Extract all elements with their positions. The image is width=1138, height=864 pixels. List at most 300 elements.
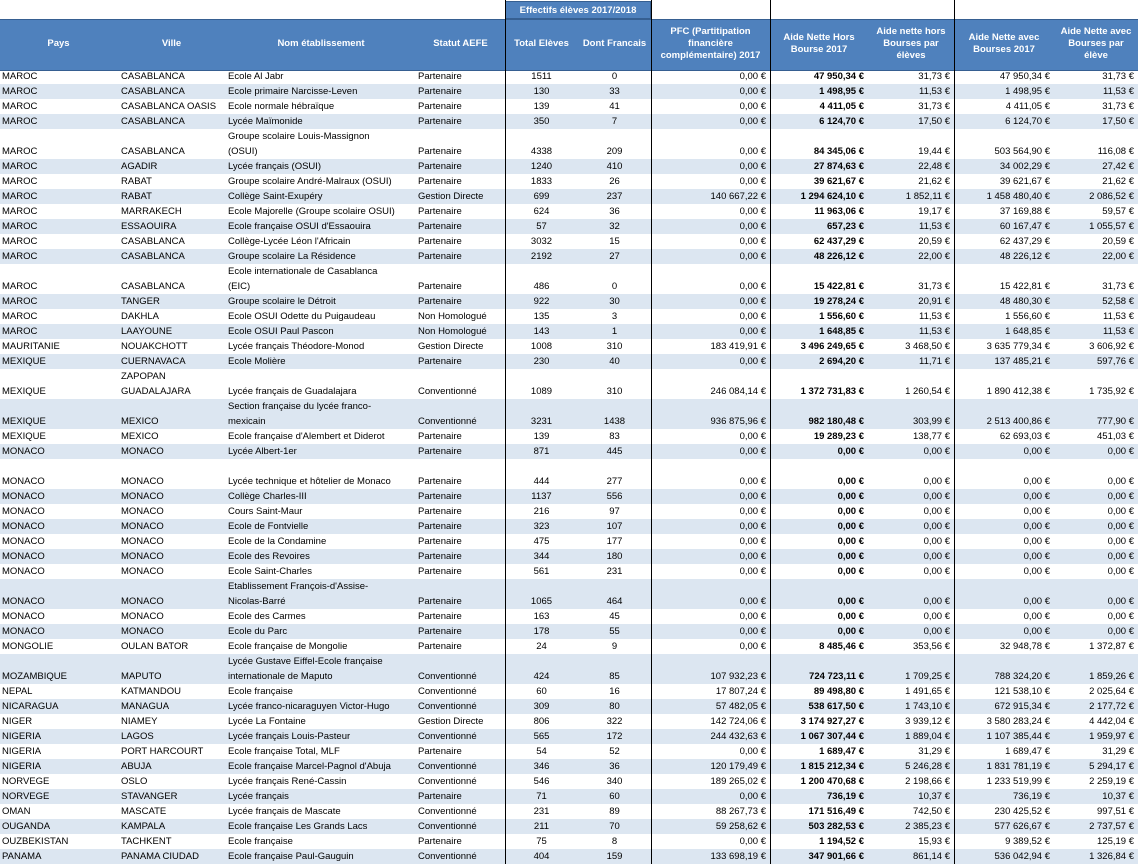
cell-ab: 0,00 € (1023, 536, 1050, 547)
cell-pfc: 0,00 € (739, 356, 766, 367)
cell-total: 230 (533, 356, 550, 367)
cell-francais: 180 (606, 551, 623, 562)
cell-hb: 6 124,70 € (819, 116, 864, 127)
cell-total: 624 (533, 206, 550, 217)
cell-statut: Conventionné (418, 806, 477, 817)
cell-ab: 2 513 400,86 € (986, 416, 1050, 427)
cell-pfc: 0,00 € (739, 221, 766, 232)
cell-nom: Lycée Maïmonide (228, 116, 303, 127)
cell-abe: 2 177,72 € (1089, 701, 1134, 712)
cell-hb: 1 498,95 € (819, 86, 864, 97)
cell-pays: MONGOLIE (2, 641, 54, 652)
cell-abe: 1 326,84 € (1089, 851, 1134, 862)
cell-hbe: 19,44 € (918, 146, 950, 157)
cell-total: 1137 (531, 491, 552, 502)
column-divider (770, 0, 771, 864)
cell-hb: 736,19 € (827, 791, 864, 802)
cell-francais: 277 (606, 476, 623, 487)
table-row (0, 324, 1138, 339)
table-row (0, 99, 1138, 114)
cell-pfc: 183 419,91 € (710, 341, 766, 352)
cell-ville: MARRAKECH (121, 206, 182, 217)
cell-pays: MEXIQUE (2, 356, 46, 367)
cell-abe: 0,00 € (1107, 476, 1134, 487)
table-row (0, 654, 1138, 684)
cell-total: 922 (533, 296, 550, 307)
cell-abe: 116,08 € (1097, 146, 1134, 157)
cell-pfc: 140 667,22 € (710, 191, 766, 202)
cell-pays: MAROC (2, 161, 38, 172)
cell-hbe: 303,99 € (913, 416, 950, 427)
cell-nom: (EIC) (228, 281, 251, 292)
cell-pays: NIGER (2, 716, 33, 727)
cell-statut: Partenaire (418, 116, 462, 127)
cell-pfc: 0,00 € (739, 566, 766, 577)
cell-statut: Conventionné (418, 671, 477, 682)
cell-statut: Partenaire (418, 71, 462, 82)
cell-pays: MONACO (2, 446, 45, 457)
cell-abe: 125,19 € (1097, 836, 1134, 847)
cell-nom: Groupe scolaire Louis-Massignon (228, 131, 370, 142)
cell-statut: Partenaire (418, 101, 462, 112)
cell-francais: 9 (611, 641, 618, 652)
cell-abe: 20,59 € (1102, 236, 1134, 247)
cell-abe: 4 442,04 € (1089, 716, 1134, 727)
cell-hbe: 3 939,12 € (905, 716, 950, 727)
cell-statut: Partenaire (418, 221, 462, 232)
cell-francais: 445 (606, 446, 623, 457)
cell-francais: 177 (606, 536, 623, 547)
cell-abe: 31,29 € (1102, 746, 1134, 757)
cell-ville: TANGER (121, 296, 160, 307)
cell-pfc: 0,00 € (739, 536, 766, 547)
cell-total: 323 (533, 521, 550, 532)
column-divider (954, 0, 955, 864)
cell-nom: Ecole française Les Grands Lacs (228, 821, 368, 832)
col-header-aide-avec-bourse-eleve: Aide Nette avec Bourses par élève (1060, 26, 1132, 61)
cell-ab: 3 580 283,24 € (986, 716, 1050, 727)
cell-pfc: 0,00 € (739, 626, 766, 637)
cell-hb: 1 689,47 € (819, 746, 864, 757)
cell-francais: 85 (609, 671, 620, 682)
cell-total: 346 (533, 761, 550, 772)
cell-abe: 17,50 € (1102, 116, 1134, 127)
cell-pays: MONACO (2, 566, 45, 577)
cell-francais: 89 (609, 806, 620, 817)
cell-pfc: 0,00 € (739, 446, 766, 457)
cell-hb: 0,00 € (837, 551, 864, 562)
cell-pays: NIGERIA (2, 746, 42, 757)
cell-ville: LAAYOUNE (121, 326, 173, 337)
cell-pays: MONACO (2, 551, 45, 562)
cell-ville: MEXICO (121, 416, 159, 427)
cell-pays: MAROC (2, 101, 38, 112)
cell-ville: MONACO (121, 596, 164, 607)
cell-statut: Conventionné (418, 686, 477, 697)
cell-hbe: 31,73 € (918, 101, 950, 112)
cell-ville: GUADALAJARA (121, 386, 191, 397)
cell-total: 2192 (530, 251, 553, 262)
cell-hbe: 11,53 € (919, 221, 950, 232)
cell-hb: 982 180,48 € (808, 416, 864, 427)
cell-hb: 1 067 307,44 € (800, 731, 864, 742)
cell-nom: Ecole française Paul-Gauguin (228, 851, 354, 862)
cell-ab: 0,00 € (1023, 476, 1050, 487)
cell-pfc: 0,00 € (739, 611, 766, 622)
cell-total: 344 (533, 551, 550, 562)
cell-hb: 48 226,12 € (813, 251, 864, 262)
cell-pays: MAROC (2, 86, 38, 97)
cell-ab: 137 485,21 € (994, 356, 1050, 367)
cell-statut: Partenaire (418, 206, 462, 217)
cell-ab: 1 556,60 € (1005, 311, 1050, 322)
cell-hbe: 21,62 € (918, 176, 950, 187)
cell-ab: 47 950,34 € (999, 71, 1050, 82)
cell-nom: Collège-Lycée Léon l'Africain (228, 236, 351, 247)
cell-francais: 26 (609, 176, 620, 187)
cell-abe: 1 859,26 € (1089, 671, 1134, 682)
cell-francais: 55 (609, 626, 620, 637)
cell-ab: 536 042,94 € (994, 851, 1050, 862)
cell-pays: MONACO (2, 476, 45, 487)
cell-francais: 30 (609, 296, 620, 307)
cell-statut: Gestion Directe (418, 716, 484, 727)
cell-total: 216 (533, 506, 550, 517)
cell-nom: Section française du lycée franco- (228, 401, 372, 412)
column-divider (505, 0, 506, 864)
table-row (0, 429, 1138, 444)
cell-hb: 3 496 249,65 € (800, 341, 864, 352)
cell-hb: 657,23 € (827, 221, 864, 232)
cell-ville: MANAGUA (121, 701, 170, 712)
cell-ab: 0,00 € (1023, 596, 1050, 607)
cell-nom: Ecole Al Jabr (228, 71, 284, 82)
cell-ville: MONACO (121, 446, 164, 457)
cell-hb: 538 617,50 € (808, 701, 864, 712)
cell-ville: MONACO (121, 611, 164, 622)
cell-ab: 9 389,52 € (1005, 836, 1050, 847)
cell-statut: Partenaire (418, 551, 462, 562)
table-row (0, 489, 1138, 504)
cell-nom: Ecole Saint-Charles (228, 566, 312, 577)
cell-ville: MEXICO (121, 431, 159, 442)
cell-nom: Ecole Majorelle (Groupe scolaire OSUI) (228, 206, 395, 217)
cell-ab: 1 831 781,19 € (986, 761, 1050, 772)
cell-hbe: 1 743,10 € (905, 701, 950, 712)
table-row (0, 354, 1138, 369)
cell-francais: 1 (611, 326, 618, 337)
table-row (0, 69, 1138, 84)
col-header-nom: Nom établissement (277, 38, 365, 49)
cell-pays: MEXIQUE (2, 416, 46, 427)
cell-ville: PORT HARCOURT (121, 746, 204, 757)
cell-hbe: 0,00 € (923, 596, 950, 607)
cell-ab: 32 948,78 € (999, 641, 1050, 652)
cell-abe: 2 025,64 € (1089, 686, 1134, 697)
cell-nom: Ecole française de Mongolie (228, 641, 348, 652)
cell-nom: (OSUI) (228, 146, 258, 157)
cell-nom: Etablissement François-d'Assise- (228, 581, 369, 592)
cell-statut: Partenaire (418, 146, 462, 157)
cell-total: 163 (533, 611, 550, 622)
cell-hbe: 11,53 € (919, 326, 950, 337)
table-row (0, 399, 1138, 429)
cell-ab: 1 107 385,44 € (986, 731, 1050, 742)
cell-pfc: 57 482,05 € (715, 701, 766, 712)
cell-ville: CUERNAVACA (121, 356, 186, 367)
cell-abe: 0,00 € (1107, 521, 1134, 532)
table-row (0, 264, 1138, 294)
cell-francais: 27 (609, 251, 620, 262)
cell-nom: Groupe scolaire André-Malraux (OSUI) (228, 176, 392, 187)
cell-pays: OMAN (2, 806, 31, 817)
cell-pfc: 0,00 € (739, 176, 766, 187)
cell-hbe: 31,73 € (918, 281, 950, 292)
cell-ville: CASABLANCA (121, 71, 185, 82)
cell-ab: 1 648,85 € (1005, 326, 1050, 337)
cell-abe: 1 959,97 € (1089, 731, 1134, 742)
table-row (0, 444, 1138, 459)
col-header-aide-hors-bourse-eleve: Aide nette hors Bourses par élèves (876, 26, 946, 61)
col-header-statut: Statut AEFE (433, 38, 488, 49)
cell-hb: 1 194,52 € (819, 836, 864, 847)
cell-francais: 36 (609, 206, 620, 217)
cell-ab: 0,00 € (1023, 446, 1050, 457)
cell-ville: OSLO (121, 776, 148, 787)
cell-ab: 60 167,47 € (999, 221, 1050, 232)
cell-hbe: 19,17 € (918, 206, 950, 217)
cell-statut: Partenaire (418, 86, 462, 97)
cell-abe: 10,37 € (1102, 791, 1134, 802)
cell-pays: MAROC (2, 221, 38, 232)
cell-hbe: 0,00 € (923, 476, 950, 487)
cell-pays: MONACO (2, 536, 45, 547)
cell-ville: MASCATE (121, 806, 167, 817)
cell-hb: 4 411,05 € (819, 101, 864, 112)
cell-hbe: 353,56 € (913, 641, 950, 652)
cell-pays: PANAMA (2, 851, 42, 862)
cell-hb: 0,00 € (837, 521, 864, 532)
cell-total: 350 (533, 116, 550, 127)
cell-statut: Partenaire (418, 431, 462, 442)
cell-pays: MONACO (2, 611, 45, 622)
cell-pays: MONACO (2, 506, 45, 517)
cell-francais: 1438 (603, 416, 626, 427)
cell-hb: 1 648,85 € (819, 326, 864, 337)
cell-nom: Ecole française d'Alembert et Diderot (228, 431, 385, 442)
cell-pfc: 0,00 € (739, 236, 766, 247)
table-row (0, 699, 1138, 714)
cell-ville: NIAMEY (121, 716, 158, 727)
cell-total: 135 (533, 311, 550, 322)
cell-abe: 0,00 € (1107, 536, 1134, 547)
cell-total: 699 (533, 191, 550, 202)
cell-pfc: 0,00 € (739, 296, 766, 307)
cell-nom: Lycée La Fontaine (228, 716, 306, 727)
cell-nom: Collège Saint-Exupéry (228, 191, 323, 202)
cell-hbe: 31,29 € (918, 746, 950, 757)
cell-ville: MONACO (121, 506, 164, 517)
cell-statut: Partenaire (418, 836, 462, 847)
cell-ab: 0,00 € (1023, 566, 1050, 577)
cell-hbe: 22,48 € (918, 161, 950, 172)
cell-pays: MAROC (2, 116, 38, 127)
cell-ab: 62 437,29 € (999, 236, 1050, 247)
cell-pfc: 59 258,62 € (715, 821, 766, 832)
cell-statut: Gestion Directe (418, 341, 484, 352)
cell-statut: Partenaire (418, 506, 462, 517)
cell-statut: Conventionné (418, 761, 477, 772)
table-row (0, 624, 1138, 639)
cell-ville: CASABLANCA (121, 281, 185, 292)
cell-statut: Conventionné (418, 821, 477, 832)
cell-hb: 11 963,06 € (814, 206, 864, 217)
cell-hb: 84 345,06 € (813, 146, 864, 157)
cell-hbe: 1 889,04 € (905, 731, 950, 742)
cell-hb: 0,00 € (837, 476, 864, 487)
cell-ville: AGADIR (121, 161, 158, 172)
cell-abe: 997,51 € (1097, 806, 1134, 817)
cell-francais: 464 (606, 596, 623, 607)
cell-pays: MAURITANIE (2, 341, 60, 352)
cell-abe: 5 294,17 € (1089, 761, 1134, 772)
cell-total: 546 (533, 776, 550, 787)
cell-abe: 3 606,92 € (1089, 341, 1134, 352)
cell-statut: Partenaire (418, 251, 462, 262)
table-row (0, 504, 1138, 519)
col-header-aide-hors-bourse: Aide Nette Hors Bourse 2017 (783, 32, 855, 55)
table-row (0, 714, 1138, 729)
cell-hbe: 2 385,23 € (905, 821, 950, 832)
cell-statut: Conventionné (418, 851, 477, 862)
cell-pfc: 0,00 € (739, 326, 766, 337)
cell-pfc: 0,00 € (739, 71, 766, 82)
cell-pfc: 17 807,24 € (715, 686, 766, 697)
cell-ab: 788 324,20 € (994, 671, 1050, 682)
cell-total: 57 (536, 221, 547, 232)
group-header-effectifs: Effectifs élèves 2017/2018 (505, 1, 651, 19)
cell-nom: Ecole internationale de Casablanca (228, 266, 378, 277)
cell-ab: 15 422,81 € (999, 281, 1050, 292)
cell-pfc: 0,00 € (739, 311, 766, 322)
cell-hb: 8 485,46 € (819, 641, 864, 652)
table-row (0, 774, 1138, 789)
table-row (0, 684, 1138, 699)
cell-ab: 0,00 € (1023, 491, 1050, 502)
cell-total: 1833 (530, 176, 553, 187)
cell-nom: Ecole des Carmes (228, 611, 306, 622)
cell-statut: Partenaire (418, 791, 462, 802)
cell-nom: Groupe scolaire La Résidence (228, 251, 356, 262)
cell-statut: Partenaire (418, 356, 462, 367)
cell-pfc: 0,00 € (739, 86, 766, 97)
col-header-pfc: PFC (Partitipation financière complémentaire) 2017 (660, 26, 761, 61)
table-row (0, 639, 1138, 654)
cell-hb: 0,00 € (837, 626, 864, 637)
table-row (0, 744, 1138, 759)
cell-abe: 0,00 € (1107, 506, 1134, 517)
cell-ville: LAGOS (121, 731, 154, 742)
cell-ab: 1 458 480,40 € (986, 191, 1050, 202)
cell-statut: Partenaire (418, 641, 462, 652)
cell-hb: 171 516,49 € (808, 806, 864, 817)
cell-nom: Ecole française (228, 836, 293, 847)
cell-hbe: 3 468,50 € (905, 341, 950, 352)
cell-total: 1008 (530, 341, 553, 352)
cell-nom: internationale de Maputo (228, 671, 333, 682)
cell-statut: Partenaire (418, 626, 462, 637)
cell-abe: 52,58 € (1102, 296, 1134, 307)
cell-ville: KAMPALA (121, 821, 166, 832)
cell-ab: 230 425,52 € (994, 806, 1050, 817)
cell-abe: 597,76 € (1097, 356, 1134, 367)
cell-hb: 0,00 € (837, 506, 864, 517)
cell-ville: MONACO (121, 566, 164, 577)
cell-total: 475 (533, 536, 550, 547)
cell-hb: 1 556,60 € (819, 311, 864, 322)
cell-total: 60 (536, 686, 547, 697)
cell-abe: 31,73 € (1102, 71, 1134, 82)
cell-hbe: 138,77 € (913, 431, 950, 442)
cell-hb: 89 498,80 € (813, 686, 864, 697)
cell-abe: 0,00 € (1107, 566, 1134, 577)
cell-statut: Partenaire (418, 566, 462, 577)
cell-pfc: 0,00 € (739, 746, 766, 757)
cell-ville: MONACO (121, 551, 164, 562)
cell-francais: 40 (609, 356, 620, 367)
cell-total: 3231 (530, 416, 553, 427)
cell-statut: Partenaire (418, 296, 462, 307)
cell-total: 3032 (530, 236, 553, 247)
cell-abe: 1 372,87 € (1089, 641, 1134, 652)
cell-francais: 97 (609, 506, 620, 517)
cell-hbe: 11,53 € (919, 311, 950, 322)
cell-pfc: 0,00 € (739, 146, 766, 157)
cell-total: 143 (533, 326, 550, 337)
cell-pfc: 0,00 € (739, 161, 766, 172)
cell-ab: 0,00 € (1023, 506, 1050, 517)
cell-francais: 32 (609, 221, 620, 232)
cell-francais: 80 (609, 701, 620, 712)
cell-pfc: 0,00 € (739, 521, 766, 532)
cell-francais: 310 (606, 341, 623, 352)
cell-pfc: 142 724,06 € (710, 716, 766, 727)
table-row (0, 249, 1138, 264)
cell-pfc: 0,00 € (739, 491, 766, 502)
cell-pays: MAROC (2, 71, 38, 82)
cell-ville: CASABLANCA (121, 146, 185, 157)
cell-abe: 0,00 € (1107, 491, 1134, 502)
cell-hbe: 0,00 € (923, 626, 950, 637)
cell-abe: 2 259,19 € (1089, 776, 1134, 787)
cell-ab: 1 689,47 € (1005, 746, 1050, 757)
cell-francais: 70 (609, 821, 620, 832)
cell-hbe: 1 709,25 € (905, 671, 950, 682)
cell-francais: 0 (611, 281, 618, 292)
cell-ville: RABAT (121, 176, 152, 187)
cell-pfc: 0,00 € (739, 791, 766, 802)
cell-nom: Ecole OSUI Paul Pascon (228, 326, 334, 337)
cell-nom: Lycée français (228, 791, 289, 802)
cell-pays: MAROC (2, 206, 38, 217)
cell-statut: Conventionné (418, 701, 477, 712)
cell-francais: 83 (609, 431, 620, 442)
cell-pays: MAROC (2, 251, 38, 262)
col-header-aide-avec-bourse: Aide Nette avec Bourses 2017 (968, 32, 1040, 55)
table-row (0, 219, 1138, 234)
cell-francais: 60 (609, 791, 620, 802)
cell-nom: Groupe scolaire le Détroit (228, 296, 336, 307)
